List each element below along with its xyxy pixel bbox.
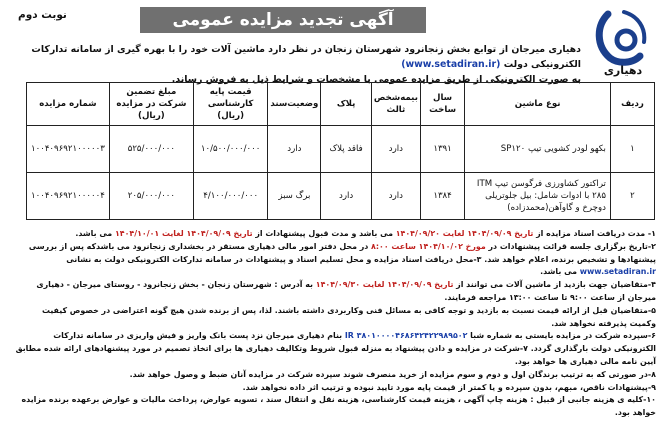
condition-4 — [14, 279, 656, 305]
condition-1 — [14, 228, 656, 241]
col-header-base-price: قیمت پایه کارشناسی (ریال) — [193, 83, 267, 126]
condition-2-url-link[interactable]: www.setadiran.ir — [579, 267, 656, 277]
logo-text: دهیاری — [603, 64, 643, 77]
condition-6 — [14, 330, 656, 368]
condition-1-text-c: می باشد. — [75, 229, 113, 238]
cell-plate: فاقد پلاک — [321, 126, 371, 173]
condition-2-text-b: در محل دفتر امور مالی دهیاری مستقر در بخشداری زنجانرود می باشدکه پس از بررسی پیشنهادها و تشخیص برنده، اعلام خواهد شد. ۳-محل دریافت اسناد مزایده و محل تسلیم اسناد و پیشنهادات در سامانه تدارکات الکترونیکی دولت به نشانی — [28, 241, 656, 264]
cell-base-price: ۱۰/۵۰۰/۰۰۰/۰۰۰ — [193, 126, 267, 173]
condition-1-date-range-2: تاریخ ۱۴۰۴/۰۹/۰۹ لغایت ۱۴۰۴/۱۰/۰۱ — [114, 229, 253, 238]
col-header-row: ردیف — [610, 83, 654, 126]
condition-6-sheba: IR ۳۸۰۱۰۰۰۰۴۶۸۶۴۲۴۲۲۹۸۹۵۰۲ — [344, 331, 468, 341]
cell-insurance: دارد — [371, 126, 420, 173]
cell-deposit: ۵۲۵/۰۰۰/۰۰۰ — [109, 126, 193, 173]
cell-doc: برگ سبز — [268, 173, 321, 220]
notice-title: آگهی تجدید مزایده عمومی — [140, 7, 426, 33]
condition-2-text-a: ۲-تاریخ برگزاری جلسه قرائت پیشنهادات در — [488, 241, 656, 251]
cell-auction-number: ۱۰۰۴۰۹۶۹۲۱۰۰۰۰۰۳ — [27, 126, 110, 173]
condition-4-date-range: تاریخ ۱۴۰۴/۰۹/۰۹ لغایت ۱۴۰۴/۰۹/۳۰ — [315, 280, 454, 290]
condition-6-text-b: بنام دهیاری میرجان نزد پست بانک واریز و فیش واریزی در سامانه تدارکات الکترونیکی دولت بارگذاری گردد. ۷-شرکت در مزایده و دادن پیشنهاد به منزله قبول شروط وتکالیف دهیاری ها برای اتخاذ تصمیم در مورد پیشنهادهای ارائه شده مطابق آیین نامه مالی دهیاری ها خواهد بود. — [15, 331, 656, 366]
intro-line1: دهیاری میرجان از توابع بخش زنجانرود شهرستان زنجان در نظر دارد ماشین آلات خود را با بهره گیری از سامانه تدارکات الکترونیکی دولت — [31, 44, 581, 70]
col-header-year: سال ساخت — [420, 83, 464, 126]
intro-line2: به صورت الکترونیکی از طریق مزایده عمومی با مشخصات و شرایط ذیل به فروش رساند. — [171, 74, 581, 85]
condition-1-text-a: ۱- مدت دریافت اسناد مزایده از — [536, 229, 656, 238]
machinery-table — [26, 82, 655, 220]
intro-paragraph — [16, 42, 581, 87]
cell-type: بکهو لودر کشویی تیپ SP۱۲۰ — [465, 126, 611, 173]
col-header-doc: وضعیت‌سند — [268, 83, 321, 126]
col-header-deposit: مبلغ تضمین شرکت در مزایده (ریال) — [109, 83, 193, 126]
cell-insurance: دارد — [371, 173, 420, 220]
col-header-type: نوع ماشین — [465, 83, 611, 126]
condition-4-text-b: به آدرس : شهرستان زنجان - بخش زنجانرود - روستای میرجان - دهیاری میرجان از ساعت ۹:۰۰ تا ساعت ۱۳:۰۰ مراجعه فرمایند. — [36, 280, 656, 302]
table-row — [27, 173, 655, 220]
condition-5: ۵-متقاضیان قبل از ارائه قیمت نسبت به بازدید و توجه کافی به مسائل فنی وکاربردی داشته باشند. لذا، پس از برنده شدن هیچ گونه اعتراضی در خصوص کیفیت وکمیت پذیرفته نخواهد شد. — [41, 305, 656, 328]
col-header-auction-number: شماره مزایده — [27, 83, 110, 126]
cell-base-price: ۴/۱۰۰/۰۰۰/۰۰۰ — [193, 173, 267, 220]
col-header-insurance: بیمه‌شخص ثالث — [371, 83, 420, 126]
table-header-row — [27, 83, 655, 126]
condition-6-text-a: ۶-سپرده شرکت در مزایده بایستی به شماره شبا — [470, 331, 656, 341]
cell-year: ۱۳۹۱ — [420, 126, 464, 173]
intro-url-link[interactable]: (www.setadiran.ir) — [401, 59, 501, 70]
condition-8: ۸-در صورتی که به ترتیب برندگان اول و دوم و سوم مزایده از خرید منصرف شوند سپرده شرکت در مزایده آنان ضبط و وصول خواهد شد. — [129, 369, 656, 379]
cell-plate: دارد — [321, 173, 371, 220]
condition-10: ۱۰-کلیه ی هزینه جانبی از قبیل : هزینه چاپ آگهی ، هزینه قیمت کارشناسی، هزینه نقل و انتقال سند ، تسویه عوارض، پرداخت مالیات و عوارض برعهده برنده مزایده خواهد بود. — [21, 395, 656, 418]
round-label: نوبت دوم — [18, 9, 67, 21]
col-header-plate: پلاک — [321, 83, 371, 126]
cell-year: ۱۳۸۴ — [420, 173, 464, 220]
condition-1-text-b: می باشد و مدت قبول پیشنهادات از — [255, 229, 393, 238]
cell-deposit: ۲۰۵/۰۰۰/۰۰۰ — [109, 173, 193, 220]
condition-2 — [14, 241, 656, 279]
condition-4-text-a: ۴-متقاضیان جهت بازدید از ماشین آلات می توانند از — [456, 280, 656, 290]
conditions-list — [14, 228, 656, 420]
table-row — [27, 126, 655, 173]
condition-2-text-c: می باشد. — [540, 267, 577, 277]
condition-2-date: مورخ ۱۴۰۴/۱۰/۰۲ ساعت ۸:۰۰ — [371, 241, 486, 251]
condition-9: ۹-پیشنهادات ناقص، مبهم، بدون سپرده و یا کمتر از قیمت پایه مورد تایید نبوده و ترتیب اثر داده نخواهد شد. — [242, 382, 656, 392]
cell-row: ۱ — [610, 126, 654, 173]
condition-1-date-range: تاریخ ۱۴۰۴/۰۹/۰۹ لغایت ۱۴۰۴/۰۹/۲۰ — [395, 229, 534, 238]
cell-doc: دارد — [268, 126, 321, 173]
cell-row: ۲ — [610, 173, 654, 220]
cell-auction-number: ۱۰۰۴۰۹۶۹۲۱۰۰۰۰۰۴ — [27, 173, 110, 220]
cell-type: تراکتور کشاورزی فرگوسن تیپ ITM ۲۸۵ با ادوات شامل: بیل جلوتریلی دوچرخ و گاوآهن(محمدزاده) — [465, 173, 611, 220]
